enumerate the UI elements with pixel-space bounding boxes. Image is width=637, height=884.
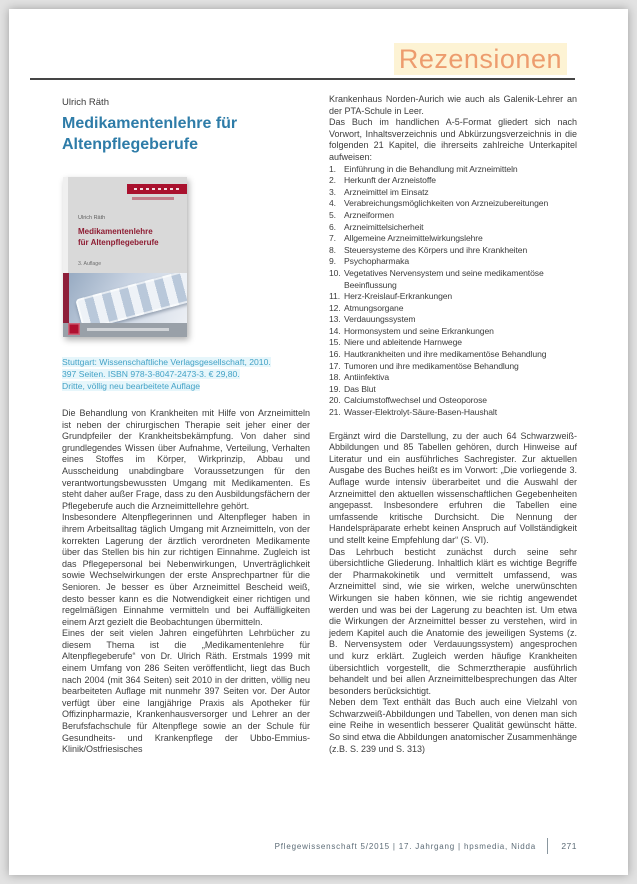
paragraph: Das Lehrbuch besticht zunächst durch seine sehr übersichtliche Gliederung. Inhaltlich klärt es wichtige Begriffe der Pharmakokinetik und vermittelt umfassend, was Arzneimittel sind, wie sie wirken, welche unerwünschten Wirkungen sie haben können, wie sie richtig angewendet werden und was bei der Lagerung zu beachten ist. Um etwa die Wirkungen der Arzneimittel besser zu verstehen, wird in jedem Kapitel auch die Anatomie des jeweiligen Systems (z. B. Nervensystem oder Verdauungssystem) angesprochen und kurz erklärt. Zugleich werden häufige Krankheiten übersichtlich vorgestellt, die Schmerztherapie ausführlich behandelt und bei allen Arzneimittelbesprechungen das Alter besonders berücksichtigt. (329, 546, 577, 696)
chapter-item (329, 291, 577, 303)
cover-title-line1: Medikamentenlehre (78, 227, 153, 236)
chapter-number: 9. (329, 256, 336, 267)
header-rule (30, 78, 575, 80)
publisher-banner-subline (132, 197, 174, 200)
chapter-number: 17. (329, 360, 341, 371)
paragraph: Das Buch im handlichen A-5-Format gliedert sich nach Vorwort, Inhaltsverzeichnis und Abkürzungsverzeichnis in die folgenden 21 Kapitel, die ihrerseits zahlreiche Unterkapitel aufweisen: (329, 117, 577, 162)
chapter-title: Arzneiformen (344, 209, 394, 220)
chapter-title: Niere und ableitende Harnwege (344, 337, 462, 348)
chapter-title: Hormonsystem und seine Erkrankungen (344, 325, 494, 336)
page-number: 271 (561, 841, 577, 851)
chapter-number: 16. (329, 349, 341, 360)
chapter-item (329, 245, 577, 257)
book-cover (63, 177, 187, 337)
section-title (394, 44, 567, 75)
chapter-title: Herz-Kreislauf-Erkrankungen (344, 291, 453, 302)
chapter-list (329, 164, 577, 419)
paragraph: Eines der seit vielen Jahren eingeführten Lehrbücher zu diesem Thema ist die „Medikamentenlehre für Altenpflegeberufe“ von Dr. Ulrich Räth. Erstmals 1999 mit einem Umfang von 286 Seiten veröffentlicht, liegt das Buch nach 2004 (mit 364 Seiten) seit 2010 in der dritten, völlig neu bearbeiteten Auflage mit nunmehr 397 Seiten vor. Der Autor verfügt über eine langjährige Praxis als Apotheker für Offizinpharmazie, Krankenhausversorger und Lehrer an der Berufsfachschule für Altenpflege sowie an der Schule für Gesundheits- und Krankenpflege der Ubbo-Emmius-Klinik/Ostfriesisches (62, 628, 310, 755)
chapter-item (329, 222, 577, 234)
chapter-number: 12. (329, 302, 341, 313)
footer-journal-line: Pflegewissenschaft 5/2015 | 17. Jahrgang | hpsmedia, Nidda (274, 841, 536, 851)
chapter-item (329, 210, 577, 222)
publisher-name-placeholder (87, 328, 169, 331)
citation-line: Stuttgart: Wissenschaftliche Verlagsgesellschaft, 2010. (62, 357, 271, 367)
chapter-title: Einführung in die Behandlung mit Arzneimitteln (344, 163, 518, 174)
paragraph: Ergänzt wird die Darstellung, zu der auch 64 Schwarzweiß-Abbildungen und 85 Tabellen gehören, durch Hinweise auf Literatur und ein ausführliches Sachregister. Zur aktuellen Ausgabe des Buches heißt es im Vorwort: „Die vorliegende 3. Auflage wurde intensiv überarbeitet und die Auswahl der Arzneimittel den aktuellen wissenschaftlichen Gegebenheiten angepasst. Insbesondere erfuhren die Tabellen eine umfassende kritische Durchsicht. Die Nennung der Handelspräparate erhebt keinen Anspruch auf Vollständigkeit und stellt keine Empfehlung dar“ (S. VI). (329, 430, 577, 545)
review-book-title: Medikamentenlehre für Altenpflegeberufe (62, 115, 238, 153)
chapter-item (329, 372, 577, 384)
chapter-number: 21. (329, 407, 341, 418)
publisher-banner (127, 184, 187, 194)
cover-title-line2: für Altenpflegeberufe (78, 237, 159, 247)
chapter-title: Verabreichungsmöglichkeiten von Arzneizubereitungen (344, 198, 549, 209)
chapter-title: Tumoren und ihre medikamentöse Behandlung (344, 360, 519, 371)
chapter-title: Antiinfektiva (344, 372, 390, 383)
citation-line: Dritte, völlig neu bearbeitete Auflage (62, 380, 201, 391)
paragraph: Krankenhaus Norden-Aurich wie auch als Galenik-Lehrer an der PTA-Schule in Leer. (329, 94, 577, 116)
review-author: Ulrich Räth (62, 97, 109, 108)
chapter-item (329, 337, 577, 349)
cover-edition: 3. Auflage (78, 261, 102, 267)
page-footer (62, 838, 577, 854)
chapter-number: 20. (329, 395, 341, 406)
footer-divider (547, 838, 548, 854)
chapter-title: Arzneimittel im Einsatz (344, 186, 429, 197)
chapter-item (329, 175, 577, 187)
chapter-number: 14. (329, 325, 341, 336)
bibliographic-citation (62, 357, 314, 392)
paragraph: Insbesondere Altenpflegerinnen und Altenpfleger haben in ihrem Arbeitsalltag täglich Umgang mit Arzneimitteln, von der korrekten Lagerung der ärztlich verordneten Medikamente über das Stellen bis hin zur richtigen Einnahme. Zugleich ist das Pflegepersonal bei Nebenwirkungen, Unverträglichkeit sowie Wechselwirkungen der erste Ansprechpartner für die Senioren. Je besser es über Arzneimittel Bescheid weiß, desto besser kann es die Notwendigkeit einer richtigen und regelmäßigen Einnahme vermitteln und bei Auffälligkeiten einem Arzt gezielt die Beobachtungen übermitteln. (62, 512, 310, 627)
chapter-item (329, 361, 577, 373)
cover-title (78, 227, 180, 248)
chapter-title: Arzneimittelsicherheit (344, 221, 424, 232)
chapter-number: 18. (329, 372, 341, 383)
chapter-item (329, 256, 577, 268)
chapter-title: Calciumstoffwechsel und Osteoporose (344, 395, 487, 406)
cover-author: Ulrich Räth (78, 215, 106, 221)
paragraph: Die Behandlung von Krankheiten mit Hilfe von Arzneimitteln ist neben der chirurgischen Therapie seit jeher einer der Grundpfeiler der Krankheitsbekämpfung. Von daher sind grundlegendes Wissen über Aufnahme, Verteilung, Verhalten eines Stoffes im Körper, Wirkprinzip, Abbau und Ausscheidung unabdingbare Voraussetzungen für den verantwortungsbewussten Umgang mit Medikamenten. Es steht daher außer Frage, dass zu den Ausbildungsfächern der Pflegeberufe auch die Arzneimittellehre gehört. (62, 408, 310, 511)
chapter-title: Wasser-Elektrolyt-Säure-Basen-Haushalt (344, 407, 498, 418)
chapter-number: 2. (329, 175, 336, 186)
chapter-number: 6. (329, 221, 336, 232)
right-text-column (329, 94, 577, 755)
chapter-title: Vegetatives Nervensystem und seine medikamentöse Beeinflussung (344, 267, 544, 290)
blister-pack-graphic (75, 273, 187, 323)
chapter-item (329, 349, 577, 361)
chapter-item (329, 314, 577, 326)
chapter-item (329, 268, 577, 291)
left-text-column (62, 408, 310, 756)
chapter-item (329, 303, 577, 315)
chapter-title: Allgemeine Arzneimittelwirkungslehre (344, 233, 483, 244)
chapter-item (329, 187, 577, 199)
chapter-number: 11. (329, 291, 341, 302)
chapter-number: 7. (329, 233, 336, 244)
chapter-title: Hautkrankheiten und ihre medikamentöse Behandlung (344, 349, 547, 360)
chapter-title: Psychopharmaka (344, 256, 409, 267)
chapter-item (329, 326, 577, 338)
chapter-number: 1. (329, 163, 336, 174)
chapter-number: 13. (329, 314, 341, 325)
chapter-title: Atmungsorgane (344, 302, 404, 313)
chapter-number: 8. (329, 244, 336, 255)
chapter-number: 10. (329, 267, 341, 278)
paragraph: Neben dem Text enthält das Buch auch eine Vielzahl von Schwarzweiß-Abbildungen und Tabellen, von denen man sich eine Reihe in wesentlich besserer Qualität gewünscht hätte. So sind etwa die Abbildungen anatomischer Zusammenhänge (z.B. S. 239 und S. 313) (329, 697, 577, 754)
publisher-logo (68, 323, 80, 335)
cover-publisher-bar (63, 323, 187, 337)
chapter-title: Herkunft der Arzneistoffe (344, 175, 436, 186)
chapter-number: 5. (329, 209, 336, 220)
cover-photo-blister-pack (63, 273, 187, 323)
chapter-item (329, 384, 577, 396)
chapter-number: 19. (329, 383, 341, 394)
citation-line: 397 Seiten. ISBN 978-3-8047-2473-3. € 29,80. (62, 368, 240, 379)
chapter-title: Verdauungssystem (344, 314, 416, 325)
chapter-item (329, 198, 577, 210)
chapter-title: Das Blut (344, 383, 376, 394)
chapter-title: Steuersysteme des Körpers und ihre Krankheiten (344, 244, 528, 255)
chapter-item (329, 395, 577, 407)
chapter-number: 4. (329, 198, 336, 209)
chapter-item (329, 233, 577, 245)
section-title-text: Rezensionen (394, 43, 567, 75)
chapter-item (329, 164, 577, 176)
chapter-number: 15. (329, 337, 341, 348)
chapter-number: 3. (329, 186, 336, 197)
chapter-item (329, 407, 577, 419)
